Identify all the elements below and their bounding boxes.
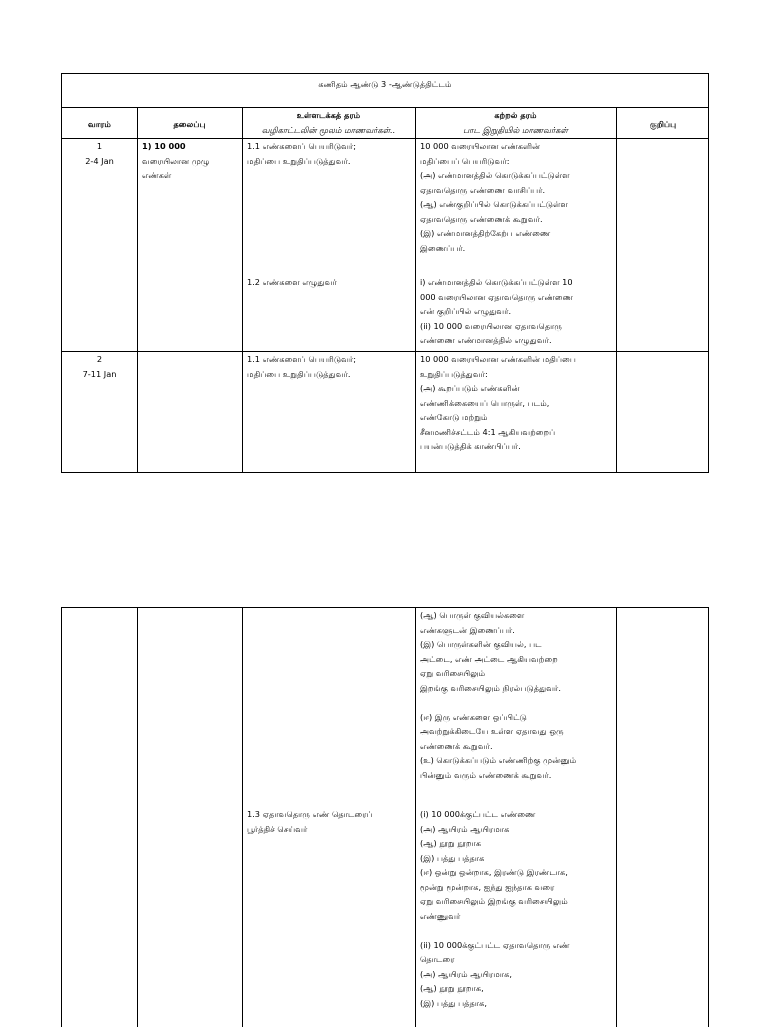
- learning-line: சீனமணிச்சட்டம் 4:1 ஆகியவற்றைப்: [420, 426, 556, 437]
- learning-line: பின்னும் வரும் எண்ணைக் கூறுவர்.: [420, 769, 552, 780]
- header-content-standard: [242, 108, 415, 137]
- learning-line: 000 வரையிலான ஏதாவதொரு எண்ணை: [420, 291, 574, 302]
- learning-line: என் குறிப்பில் எழுதுவர்.: [420, 306, 512, 316]
- learning-line: (ii) 10 000க்குட்பட்ட ஏதாவதொரு எண்: [420, 939, 570, 950]
- page-title: கணிதம் ஆண்டு 3 -ஆண்டுத்திட்டம்: [318, 79, 452, 89]
- learning-line: (ஆ) நூறு நூறாக,: [420, 983, 484, 993]
- learning-line: 10 000 வரையிலான எண்களின் மதிப்பை: [420, 354, 576, 364]
- learning-line: எண்ணைக் கூறுவர்.: [420, 740, 493, 751]
- learning-line: உறுதிப்படுத்துவர்:: [420, 368, 488, 379]
- learning-line: மதிப்பைப் பெயரிடுவர்:: [420, 155, 510, 166]
- header-topic: தலைப்பு: [173, 119, 206, 129]
- header-learning-sub: பாட இறுதியில் மாணவர்கள்: [463, 124, 568, 135]
- learning-line: (இ) பத்து பத்தாக,: [420, 997, 487, 1008]
- divider: [62, 351, 708, 352]
- plan-table-1: [61, 73, 709, 473]
- header-content-std: உள்ளடக்கத் தரம்: [296, 110, 361, 120]
- topic-cell: [142, 139, 210, 183]
- learning-line: ஏதாவதொரு எண்ணை வாசிப்பர்.: [420, 184, 546, 195]
- week-date: 2-4 Jan: [85, 155, 114, 166]
- learning-line: மூன்று மூன்றாக, ஐந்து ஐந்தாக வரை: [420, 881, 555, 892]
- learning-cell: [420, 352, 576, 454]
- header-content-sub: வழிகாட்டலின் மூலம் மாணவர்கள்..: [261, 124, 396, 135]
- content-cell: [247, 807, 373, 836]
- learning-line: அவற்றுக்கிடையே உள்ள ஏதாவது ஒரு: [420, 726, 564, 736]
- divider: [616, 608, 617, 1027]
- learning-line: ஏறு வரிசையிலும்: [420, 668, 486, 678]
- content-cell: [247, 352, 356, 381]
- learning-line: (i) 10 000க்குட்பட்ட எண்ணை: [420, 809, 536, 819]
- learning-cell: [420, 275, 573, 348]
- topic-line: எண்கள்: [142, 170, 172, 180]
- content-cell: [247, 139, 356, 168]
- learning-line: (இ) எண்மானத்திற்கேற்ப எண்ணை: [420, 228, 551, 238]
- week-cell: [62, 139, 137, 168]
- learning-line: [420, 923, 570, 938]
- learning-line: தொடரை: [420, 954, 455, 964]
- content-line: 1.1 எண்களைப் பெயரிடுவர்;: [247, 354, 357, 364]
- learning-line: (ii) 10 000 வரையிலான ஏதாவதொரு: [420, 320, 563, 331]
- learning-line: (ஈ) இரு எண்களை ஒப்பிட்டு: [420, 711, 527, 722]
- learning-line: i) எண்மானத்தில் கொடுக்கப்பட்டுள்ள 10: [420, 277, 573, 287]
- learning-line: ஏதாவதொரு எண்ணைக் கூறுவர்.: [420, 213, 543, 224]
- learning-line: (அ) எண்மானத்தில் கொடுக்கப்பட்டுள்ள: [420, 170, 570, 180]
- header-learning-standard: [415, 108, 616, 137]
- learning-line: (அ) ஆயிரம் ஆயிரமாக: [420, 823, 510, 834]
- plan-table-2: [61, 607, 709, 1027]
- learning-line: (ஆ) எண்குறிப்பில் கொடுக்கப்பட்டுள்ள: [420, 199, 568, 209]
- content-line: 1.2 எண்களை எழுதுவர்: [247, 277, 337, 287]
- content-line: மதிப்பை உறுதிப்படுத்துவர்.: [247, 368, 351, 379]
- learning-line: (அ) கூறப்படும் எண்களின்: [420, 383, 520, 393]
- week-number: 2: [96, 354, 103, 364]
- learning-line: (உ) கொடுக்கப்படும் எண்ணிற்கு முன்னும்: [420, 755, 577, 765]
- content-line: மதிப்பை உறுதிப்படுத்துவர்.: [247, 155, 351, 166]
- content-line: 1.1 எண்களைப் பெயரிடுவர்;: [247, 141, 357, 151]
- learning-line: (இ) பத்து பத்தாக: [420, 852, 485, 863]
- divider: [415, 608, 416, 1027]
- learning-line: எண்களுடன் இணைப்பர்.: [420, 624, 515, 635]
- content-line: பூர்த்திச் செய்வர்: [247, 823, 308, 834]
- learning-line: [420, 695, 576, 710]
- learning-line: பயன்படுத்திக் காண்பிப்பர்.: [420, 441, 521, 451]
- learning-cell: [420, 139, 570, 255]
- learning-line: (அ) ஆயிரம் ஆயிரமாக,: [420, 968, 512, 979]
- learning-line: ஏறு வரிசையிலும் இறங்கு வரிசையிலும்: [420, 896, 568, 906]
- learning-line: அட்டை, எண் அட்டை ஆகியவற்றை: [420, 653, 558, 664]
- week-number: 1: [96, 141, 103, 151]
- week-cell: [62, 352, 137, 381]
- topic-line: 1) 10 000: [142, 141, 186, 151]
- learning-line: (ஆ) பொருள் குவியல்களை: [420, 610, 525, 620]
- divider: [242, 608, 243, 1027]
- divider: [616, 107, 617, 472]
- learning-line: எண்கோடு மற்றும்: [420, 412, 488, 422]
- learning-line: (இ) பொருள்களின் குவியல், பட: [420, 639, 542, 649]
- divider: [137, 107, 138, 472]
- header-week: வாரம்: [88, 119, 111, 129]
- topic-line: வரையிலான முழு: [142, 155, 210, 166]
- header-note: குறிப்பு: [649, 119, 677, 129]
- content-cell: [247, 275, 337, 290]
- divider: [137, 608, 138, 1027]
- content-line: 1.3 ஏதாவதொரு எண் தொடரைப்: [247, 809, 373, 819]
- learning-line: (ஆ) நூறு நூறாக: [420, 838, 482, 848]
- learning-cell: [420, 608, 576, 782]
- learning-line: இணைப்பர்.: [420, 242, 466, 253]
- learning-line: எண்ணை எண்மானத்தில் எழுதுவர்.: [420, 335, 552, 345]
- learning-line: எண்ணுவர்: [420, 910, 461, 921]
- learning-cell: [420, 807, 570, 1010]
- learning-line: இறங்கு வரிசையிலும் நிரல்படுத்துவர்.: [420, 682, 561, 693]
- learning-line: எண்ணிக்கையைப் பொருள், படம்,: [420, 397, 550, 408]
- learning-line: (ஈ) ஒன்று ஒன்றாக, இரண்டு இரண்டாக,: [420, 867, 568, 877]
- learning-line: 10 000 வரையிலான எண்களின்: [420, 141, 541, 151]
- divider: [415, 107, 416, 472]
- header-learning-std: கற்றல் தரம்: [494, 110, 537, 120]
- week-date: 7-11 Jan: [82, 368, 117, 379]
- divider: [242, 107, 243, 472]
